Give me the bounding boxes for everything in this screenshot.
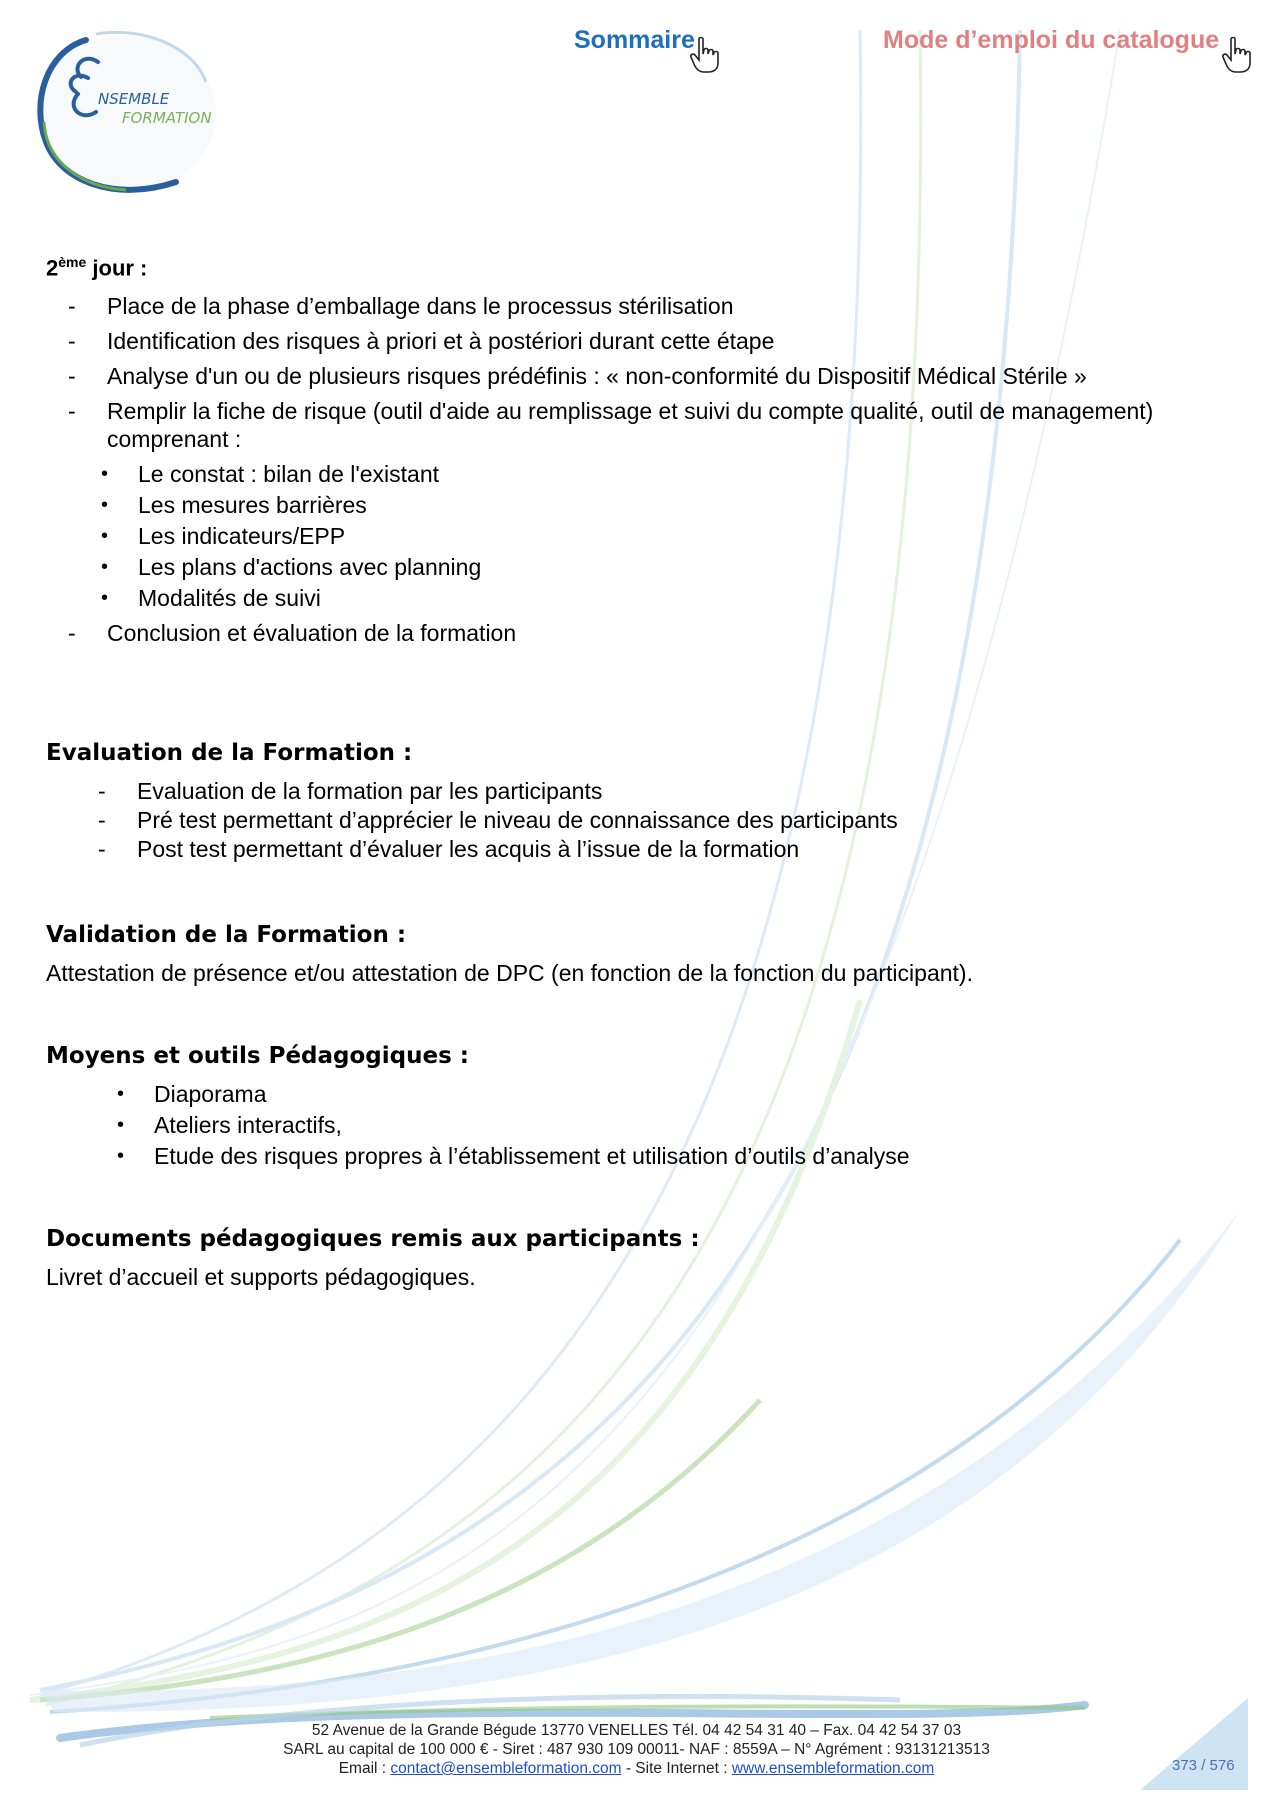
day-2-title-text: jour : [86, 255, 148, 281]
email-link[interactable]: contact@ensembleformation.com [390, 1760, 622, 1777]
list-item: - Remplir la fiche de risque (outil d'aide au remplissage et suivi du compte qualité, outil de management) comprenant : [46, 397, 1216, 453]
list-item: - Pré test permettant d’apprécier le niveau de connaissance des participants [46, 806, 1216, 834]
list-item: - Conclusion et évaluation de la formation [46, 619, 1216, 647]
pointer-hand-icon [1222, 36, 1252, 74]
footer [0, 1721, 1273, 1778]
moyens-title: Moyens et outils Pédagogiques : [46, 1043, 469, 1070]
sub-list-item: • Les mesures barrières [46, 491, 1216, 519]
evaluation-title: Evaluation de la Formation : [46, 740, 413, 767]
day-2-list-end [46, 619, 1216, 647]
list-item: • Ateliers interactifs, [46, 1111, 1216, 1139]
list-item: - Place de la phase d’emballage dans le processus stérilisation [46, 292, 1216, 320]
list-item: • Diaporama [46, 1080, 1216, 1108]
day-2-superscript: ème [58, 254, 87, 270]
list-item: - Analyse d'un ou de plusieurs risques prédéfinis : « non-conformité du Dispositif Médical Stérile » [46, 362, 1216, 390]
footer-address: 52 Avenue de la Grande Bégude 13770 VENELLES Tél. 04 42 54 31 40 – Fax. 04 42 54 37 03 [311, 1722, 962, 1739]
sub-list-item: • Le constat : bilan de l'existant [46, 460, 1216, 488]
logo-wordmark-top: NSEMBLE [98, 90, 170, 108]
footer-company-info: SARL au capital de 100 000 € - Siret : 487 930 109 00011- NAF : 8559A – N° Agrément : 93131213513 [283, 1741, 990, 1758]
list-item: - Identification des risques à priori et à postériori durant cette étape [46, 327, 1216, 355]
sommaire-label: Sommaire [574, 26, 695, 54]
moyens-list [46, 1080, 1216, 1170]
document-content [46, 248, 1216, 1291]
mode-emploi-link[interactable] [883, 26, 1219, 55]
pointer-hand-icon [690, 36, 720, 74]
ensemble-formation-logo [26, 22, 236, 207]
sub-list-item: • Les plans d'actions avec planning [46, 553, 1216, 581]
logo-wordmark-bottom: FORMATION [122, 109, 212, 127]
sub-list-item: • Les indicateurs/EPP [46, 522, 1216, 550]
footer-email-label: Email : [338, 1760, 391, 1777]
evaluation-list [46, 777, 1216, 863]
validation-title: Validation de la Formation : [46, 922, 407, 949]
risk-sheet-sublist [46, 460, 1216, 612]
list-item: • Etude des risques propres à l’établissement et utilisation d’outils d’analyse [46, 1142, 1216, 1170]
footer-contact [0, 1759, 1273, 1778]
sommaire-link[interactable] [574, 26, 695, 55]
documents-text: Livret d’accueil et supports pédagogiques. [46, 1264, 476, 1291]
sub-list-item: • Modalités de suivi [46, 584, 1216, 612]
day-2-number: 2 [46, 255, 59, 281]
mode-emploi-label: Mode d’emploi du catalogue [883, 26, 1220, 54]
page-number: 373 / 576 [1172, 1757, 1235, 1774]
day-2-list [46, 292, 1216, 453]
footer-site-label: - Site Internet : [621, 1760, 732, 1777]
list-item: - Post test permettant d’évaluer les acquis à l’issue de la formation [46, 835, 1216, 863]
website-link[interactable]: www.ensembleformation.com [731, 1760, 935, 1777]
list-item: - Evaluation de la formation par les participants [46, 777, 1216, 805]
validation-text: Attestation de présence et/ou attestation de DPC (en fonction de la fonction du participant). [46, 960, 973, 987]
documents-title: Documents pédagogiques remis aux participants : [46, 1226, 700, 1253]
day-2-title [46, 248, 1216, 282]
